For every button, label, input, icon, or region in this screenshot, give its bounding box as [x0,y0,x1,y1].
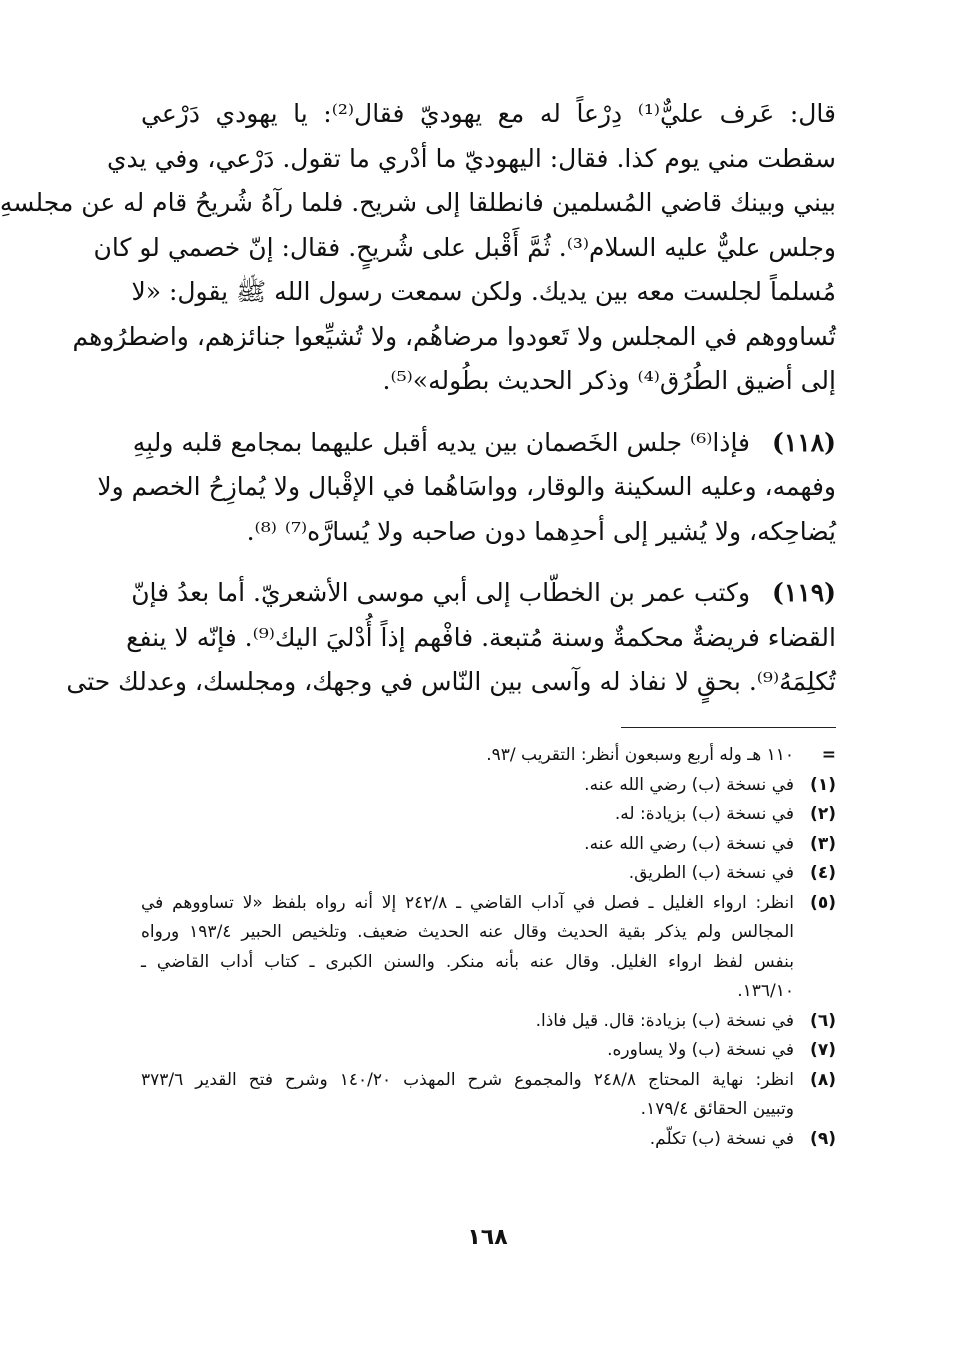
footnote-5 [141,889,836,1007]
main-text [0,92,836,705]
footnote-marker: (٣) [810,833,836,854]
footnote-text: في نسخة (ب) تكلّم. [649,1128,794,1149]
footnote-text: في نسخة (ب) الطريق. [628,863,794,883]
footnote-text: في نسخة (ب) رضي الله عنه. [584,833,794,854]
footnote-text: في نسخة (ب) بزيادة: قال. قيل فاذا. [535,1010,794,1031]
paragraph-118-first-line [132,421,836,466]
text-line: تُكلِمَهُ⁽⁹⁾. بحقٍ لا نفاذ له وآسى بين النّاس في وجهك، ومجلسك، وعدلك حتى [66,667,836,696]
text-line: وجلس عليٌّ عليه السلام⁽³⁾. ثُمَّ أَقْبل على شُريحٍ. فقال: إنّ خصمي لو كان [93,232,836,262]
paragraph-119-first-line [131,571,836,616]
footnote-text: ١٣٦/١٠. [737,981,794,1001]
paragraph-gap [141,554,836,571]
footnote-marker: (٨) [810,1069,836,1090]
footnote-marker: = [821,745,836,765]
footnote-text: انظر: نهاية المحتاج ٢٤٨/٨ والمجموع شرح المهذب ١٤٠/٢٠ وشرح فتح القدير ٣٧٣/٦ [141,1069,794,1090]
text-line: وفهمه، وعليه السكينة والوقار، وواسَاهُما في الإقْبال ولا يُمازِحُ الخصم ولا [97,472,836,501]
footnote-marker: (٦) [810,1010,836,1031]
paragraph-text: وكتب عمر بن الخطّاب إلى أبي موسى الأشعريّ. أما بعدُ فإنّ [131,578,751,607]
footnote-6 [141,1007,836,1037]
footnote-8 [141,1066,836,1125]
footnote-text: في نسخة (ب) ولا يساوره. [607,1040,794,1060]
paragraph-text: فإذا⁽⁶⁾ جلس الخَصمان بين يديه أقبل عليهما بمجامع قلبه ولبِهِ [132,427,751,457]
text-line: القضاء فريضةٌ محكمةٌ وسنة مُتبعة. فافْهم إذاً أُدْليَ اليك⁽⁹⁾. فإنّه لا ينفع [126,622,836,652]
footnote-text: وتبيين الحقائق ١٧٩/٤. [640,1099,794,1119]
footnote-marker: (٩) [810,1128,836,1149]
text-line: قال: عَرف عليٌّ⁽¹⁾ دِرْعاً له مع يهوديّ فقال⁽²⁾: يا يهودي دَرْعي [141,99,836,128]
footnote-text: بنفس لفظ ارواء الغليل. وقال عنه بأنه منكر. والسنن الكبرى ـ كتاب أداب القاضي ـ [141,951,794,972]
footnote-1 [141,771,836,801]
footnote-marker: (٥) [810,892,836,913]
text-line: إلى أضيق الطُرُق⁽⁴⁾ وذكر الحديث بطُوله»⁽⁵⁾. [382,366,836,395]
footnote-marker: (٢) [810,804,836,824]
footnote-4 [141,859,836,889]
text-line: مُسلماً لجلست معه بين يديك. ولكن سمعت رسول الله ﷺ يقول: «لا [131,277,836,306]
footnote-marker: (١) [810,774,836,795]
footnote-divider [621,727,836,728]
footnote-text: ١١٠ هـ وله أربع وسبعون أنظر: التقريب /٩٣. [486,745,794,765]
footnote-marker: (٤) [810,863,836,883]
paragraph-number: (١١٨) [772,427,836,457]
footnote-text: انظر: ارواء الغليل ـ فصل في آداب القاضي ـ ٢٤٢/٨ إلا أنه رواه بلفظ «لا تساووهم في [141,892,795,913]
paragraph-gap [141,404,836,421]
footnote-text: المجالس ولم يذكر بقية الحديث وقال عنه الحديث ضعيف. وتلخيص الحبير ١٩٣/٤ ورواه [141,922,794,942]
page-number: ١٦٨ [467,1225,508,1250]
footnote-9 [141,1125,836,1155]
footnote-7 [141,1036,836,1066]
footnote-text: في نسخة (ب) رضي الله عنه. [584,774,794,795]
footnote-text: في نسخة (ب) بزيادة: له. [614,804,794,824]
text-line: تُساووهم في المجلس ولا تَعودوا مرضاهُم، ولا تُشيِّعوا جنائزهم، واضطرُوهم [72,321,836,351]
footnotes [141,741,836,1154]
footnote-marker: (٧) [810,1040,836,1060]
footnote-continued [141,741,836,771]
text-line: سقطت مني يوم كذا. فقال: اليهوديّ ما أدْري ما تقول. دَرْعي، وفي يدي [106,143,836,173]
footnote-2 [141,800,836,830]
paragraph-number: (١١٩) [772,578,836,607]
text-line: بيني وبينك قاضي المُسلمين فانطلقا إلى شريح. فلما رآهُ شُريحُ قام له عن مجلسهِ [0,188,836,217]
footnote-3 [141,830,836,860]
text-line: يُضاحِكه، ولا يُشير إلى أحدِهما دون صاحبه ولا يُسارَّه⁽⁷⁾ ⁽⁸⁾. [246,516,836,546]
